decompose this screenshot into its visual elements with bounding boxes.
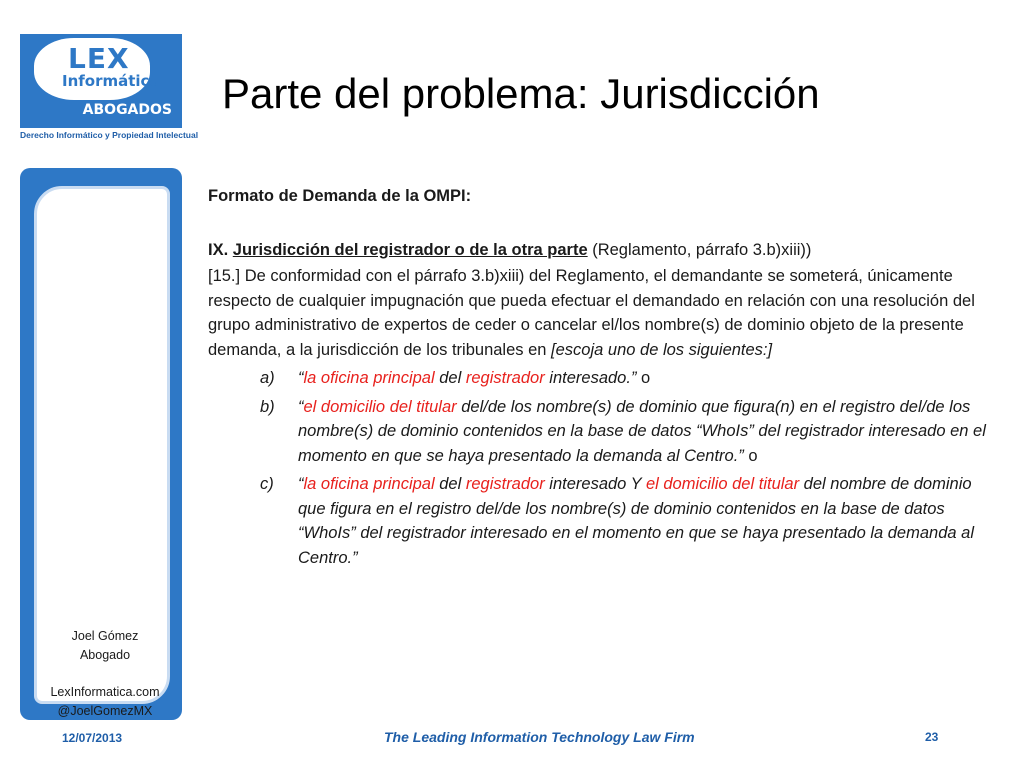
contact-block — [37, 683, 173, 721]
option-c-highlight-3: el domicilio del titular — [645, 475, 800, 493]
logo-tagline: Derecho Informático y Propiedad Intelectual — [20, 130, 199, 140]
option-a-highlight-1: la oficina principal — [303, 369, 435, 387]
page-number: 23 — [925, 730, 939, 744]
paragraph-text: [15.] De conformidad con el párrafo 3.b)xiii) del Reglamento, el demandante se someterá, únicamente respecto de cualquier impugnación que pueda efectuar el demandado en relación con una resolución del grupo administrativo de expertos de ceder o cancelar el/los nombre(s) de dominio objeto de la presente demanda, a la jurisdicción de los tribunales en — [208, 267, 975, 359]
slide-title: Parte del problema: Jurisdicción — [222, 70, 820, 117]
logo — [20, 34, 199, 142]
options-list — [208, 366, 998, 570]
slide-content — [208, 184, 998, 570]
option-b-suffix: o — [743, 446, 758, 465]
option-a-mid: del — [434, 369, 466, 387]
option-a-suffix: o — [636, 369, 651, 387]
option-c — [208, 472, 998, 570]
website-link[interactable]: LexInformatica.com — [50, 685, 160, 699]
sidebar-inner-panel — [34, 186, 170, 718]
option-b-quote: “ — [298, 397, 304, 416]
option-a-label: a) — [260, 369, 275, 387]
option-a-text — [298, 366, 998, 391]
author-name: Joel Gómez — [71, 629, 139, 643]
footer-tagline: The Leading Information Technology Law Firm — [384, 729, 695, 745]
section-reference: (Reglamento, párrafo 3.b)xiii)) — [587, 240, 812, 259]
paragraph-choice-note: [escoja uno de los siguientes:] — [551, 340, 773, 359]
logo-informatica-text: Informática — [62, 72, 160, 90]
option-b-rest: del/de los nombre(s) de dominio que figura(n) en el registro del/de los nombre(s) de dominio contenidos en la base de datos “WhoIs” del registrador interesado en el momento en que se haya presentado la demanda al Centro.” — [298, 397, 986, 465]
logo-abogados-text: ABOGADOS — [82, 102, 172, 118]
content-heading: Formato de Demanda de la OMPI: — [208, 187, 472, 205]
section-number: IX. — [208, 240, 229, 259]
option-c-text — [298, 472, 998, 570]
option-c-mid-2: interesado Y — [544, 475, 646, 493]
author-block — [37, 627, 173, 665]
logo-box — [20, 34, 182, 128]
option-b-highlight-1: el domicilio del titular — [303, 397, 457, 416]
option-c-quote: “ — [298, 475, 304, 493]
option-c-rest: del nombre de dominio que figura en el registro del/de los nombre(s) de dominio contenidos en la base de datos “WhoIs” del registrador interesado en el momento en que se haya presentado la demanda al Centro.” — [298, 475, 974, 567]
sidebar-panel — [20, 168, 182, 720]
option-c-highlight-1: la oficina principal — [303, 475, 435, 493]
option-a-quote: “ — [298, 369, 304, 387]
option-c-mid-1: del — [434, 475, 466, 493]
option-a-highlight-2: registrador — [465, 369, 545, 387]
option-b-label: b) — [260, 397, 275, 416]
paragraph-15 — [208, 264, 998, 362]
option-c-highlight-2: registrador — [465, 475, 545, 493]
option-c-label: c) — [260, 475, 274, 493]
logo-speech-bubble — [34, 38, 160, 100]
author-role: Abogado — [79, 648, 131, 662]
section-title: Jurisdicción del registrador o de la otra parte — [232, 240, 588, 259]
section-header — [208, 238, 998, 263]
option-b — [208, 395, 998, 469]
footer-date: 12/07/2013 — [62, 731, 123, 745]
option-a-rest: interesado.” — [544, 369, 637, 387]
option-b-text — [298, 395, 998, 469]
logo-lex-text: LEX — [68, 42, 130, 75]
option-a — [208, 366, 998, 391]
social-handle[interactable]: @JoelGomezMX — [57, 704, 153, 718]
